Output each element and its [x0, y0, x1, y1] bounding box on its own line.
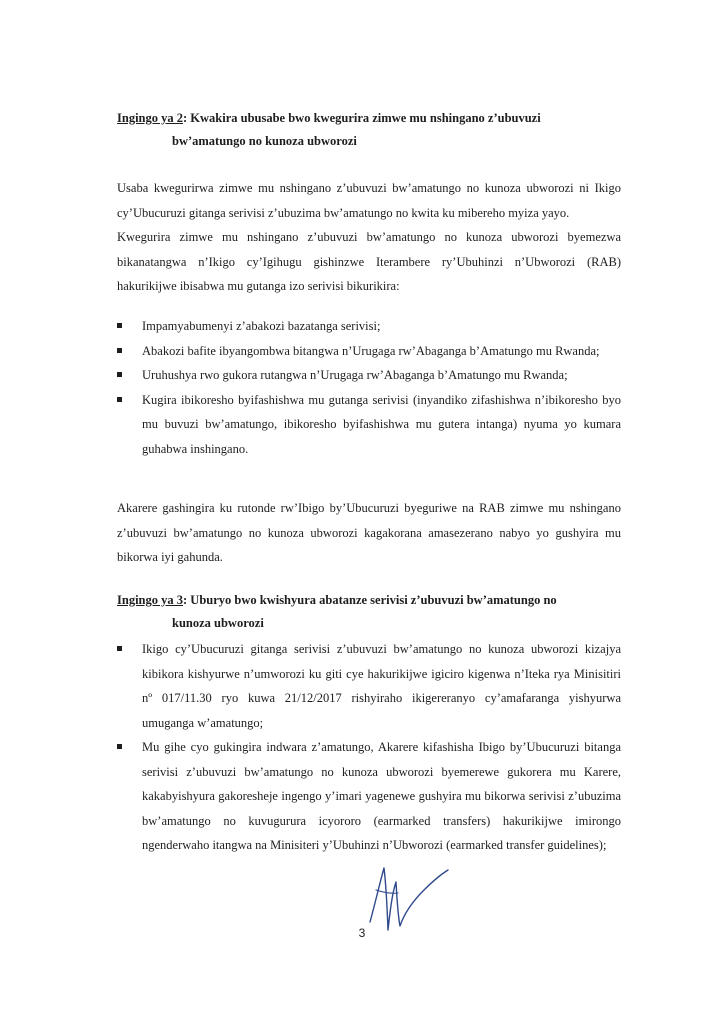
bullet-icon — [117, 744, 122, 749]
page-number: 3 — [358, 926, 366, 940]
requirement-text: Abakozi bafite ibyangombwa bitangwa n’Urugaga rw’Abaganga b’Amatungo mu Rwanda; — [142, 343, 600, 358]
payments-list — [117, 637, 621, 858]
article-3-title-line1: : Uburyo bwo kwishyura abatanze serivisi z’ubuvuzi bw’amatungo no — [183, 593, 557, 607]
bullet-icon — [117, 397, 122, 402]
requirement-item — [117, 314, 621, 339]
payment-item — [117, 637, 621, 735]
paragraph-applicant: Usaba kwegurirwa zimwe mu nshingano z’ubuvuzi bw’amatungo no kunoza ubworozi ni Ikigo cy’Ubucuruzi gitanga serivisi z’ubuzima bw’amatungo no kwita ku mibereho myiza yayo. — [117, 181, 621, 220]
paragraph-delegation: Kwegurira zimwe mu nshingano z’ubuvuzi bw’amatungo no kunoza ubworozi byemezwa bikanatangwa n’Ikigo cy’Igihugu gishinzwe Iterambere ry’Ubuhinzi n’Ubworozi (RAB) hakurikijwe ibisabwa mu gutanga izo serivisi bikurikira: — [117, 230, 621, 293]
article-2-title-line1: : Kwakira ubusabe bwo kwegurira zimwe mu nshingano z’ubuvuzi — [183, 111, 541, 125]
bullet-icon — [117, 323, 122, 328]
article-2-heading — [117, 107, 637, 153]
bullet-icon — [117, 646, 122, 651]
article-2-label: Ingingo ya 2 — [117, 111, 183, 125]
article-3-label: Ingingo ya 3 — [117, 593, 183, 607]
requirement-text: Kugira ibikoresho byifashishwa mu gutanga serivisi (inyandiko zifashishwa n’ibikoresho byo mu buvuzi bw’amatungo, ibikoresho byifashishwa mu gutera intanga) nyuma yo kumara guhabwa inshingano. — [142, 392, 621, 456]
requirement-text: Impamyabumenyi z’abakozi bazatanga serivisi; — [142, 319, 381, 333]
requirements-list — [117, 314, 621, 461]
bullet-icon — [117, 348, 122, 353]
requirement-item — [117, 388, 621, 462]
payment-text: Mu gihe cyo gukingira indwara z’amatungo, Akarere kifashisha Ibigo by’Ubucuruzi bitanga serivisi z’ubuvuzi bw’amatungo no kunoza ubworozi byemerewe gukorera mu Karere, kakabyishyura gakoresheje ingengo y’imari yagenewe gushyira mu bikorwa serivisi z’ubuzima bw’amatungo no kuvugurura icyororo (earmarked transfers) hakurikijwe imirongo ngenderwaho itangwa na Minisiteri y’Ubuhinzi n’Ubworozi (earmarked transfer guidelines); — [142, 740, 621, 852]
article-3-title-line2: kunoza ubworozi — [172, 616, 264, 630]
payment-text: Ikigo cy’Ubucuruzi gitanga serivisi z’ubuvuzi bw’amatungo no kunoza ubworozi kizajya kibikora kishyurwe n’umworozi ku giti cye hakurikijwe igiciro kigenwa n’Iteka rya Minisitiri nº 017/11.30 ryo kuwa 21/12/2017 rishyiraho ikigereranyo cy’amafaranga yishyurwa umuganga w’amatungo; — [142, 642, 621, 730]
bullet-icon — [117, 372, 122, 377]
article-2-title-line2: bw’amatungo no kunoza ubworozi — [172, 134, 357, 148]
paragraph-district: Akarere gashingira ku rutonde rw’Ibigo by’Ubucuruzi byeguriwe na RAB zimwe mu nshingano z’ubuvuzi bw’amatungo no kunoza ubworozi kagakorana amasezerano nabyo yo gushyira mu bikorwa iyi gahunda. — [117, 501, 621, 564]
requirement-item — [117, 363, 621, 388]
article-3-heading — [117, 589, 637, 635]
payment-item — [117, 735, 621, 858]
requirement-item — [117, 339, 621, 364]
requirement-text: Uruhushya rwo gukora rutangwa n’Urugaga rw’Abaganga b’Amatungo mu Rwanda; — [142, 368, 568, 382]
